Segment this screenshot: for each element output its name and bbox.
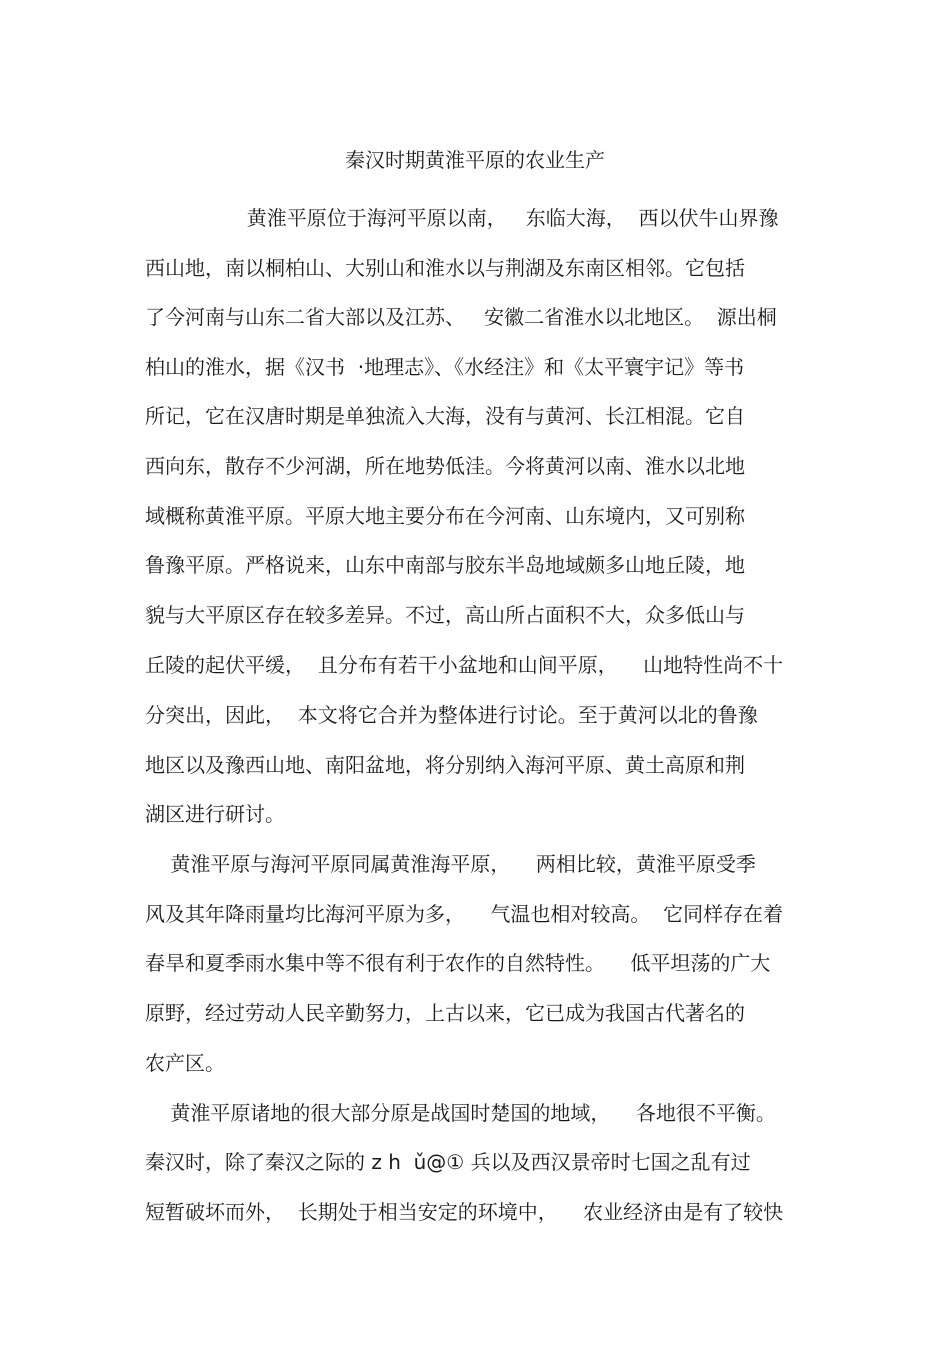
text-line: 貌与大平原区存在较多差异。不过，高山所占面积不大，众多低山与 <box>145 603 745 627</box>
text-line: 黄淮平原位于海河平原以南， 东临大海， 西以伏牛山界豫 <box>145 206 779 230</box>
text-line: 西山地，南以桐柏山、大别山和淮水以与荆湖及东南区相邻。它包括 <box>145 256 745 280</box>
text-line: 了今河南与山东二省大部以及江苏、 安徽二省淮水以北地区。 源出桐 <box>145 305 777 329</box>
text-line: 鲁豫平原。严格说来，山东中南部与胶东半岛地域颇多山地丘陵，地 <box>145 553 745 577</box>
text-line: 春旱和夏季雨水集中等不很有利于农作的自然特性。 低平坦荡的广大 <box>145 951 771 975</box>
text-line: 域概称黄淮平原。平原大地主要分布在今河南、山东境内，又可别称 <box>145 504 745 528</box>
text-line: 秦汉时，除了秦汉之际的 z h ǔ@① 兵以及西汉景帝时七国之乱有过 <box>145 1150 751 1174</box>
text-line: 短暂破坏而外， 长期处于相当安定的环境中， 农业经济由是有了较快 <box>145 1200 784 1224</box>
text-line: 黄淮平原与海河平原同属黄淮海平原， 两相比较，黄淮平原受季 <box>145 852 756 876</box>
text-line: 农产区。 <box>145 1051 225 1075</box>
text-line: 分突出，因此， 本文将它合并为整体进行讨论。至于黄河以北的鲁豫 <box>145 703 758 727</box>
text-line: 丘陵的起伏平缓， 且分布有若干小盆地和山间平原， 山地特性尚不十 <box>145 653 784 677</box>
text-line: 地区以及豫西山地、南阳盆地，将分别纳入海河平原、黄土高原和荆 <box>145 753 745 777</box>
text-line: 黄淮平原诸地的很大部分原是战国时楚国的地域， 各地很不平衡。 <box>145 1101 776 1125</box>
text-line: 原野，经过劳动人民辛勤努力，上古以来，它已成为我国古代著名的 <box>145 1001 745 1025</box>
text-line: 西向东，散存不少河湖，所在地势低洼。今将黄河以南、淮水以北地 <box>145 454 745 478</box>
text-line: 风及其年降雨量均比海河平原为多， 气温也相对较高。 它同样存在着 <box>145 902 784 926</box>
text-line: 所记，它在汉唐时期是单独流入大海，没有与黄河、长江相混。它自 <box>145 404 745 428</box>
page-title: 秦汉时期黄淮平原的农业生产 <box>345 148 605 172</box>
text-line: 柏山的淮水，据《汉书 ·地理志》、《水经注》和《太平寰宇记》等书 <box>145 355 745 379</box>
text-line: 湖区进行研讨。 <box>145 802 285 826</box>
